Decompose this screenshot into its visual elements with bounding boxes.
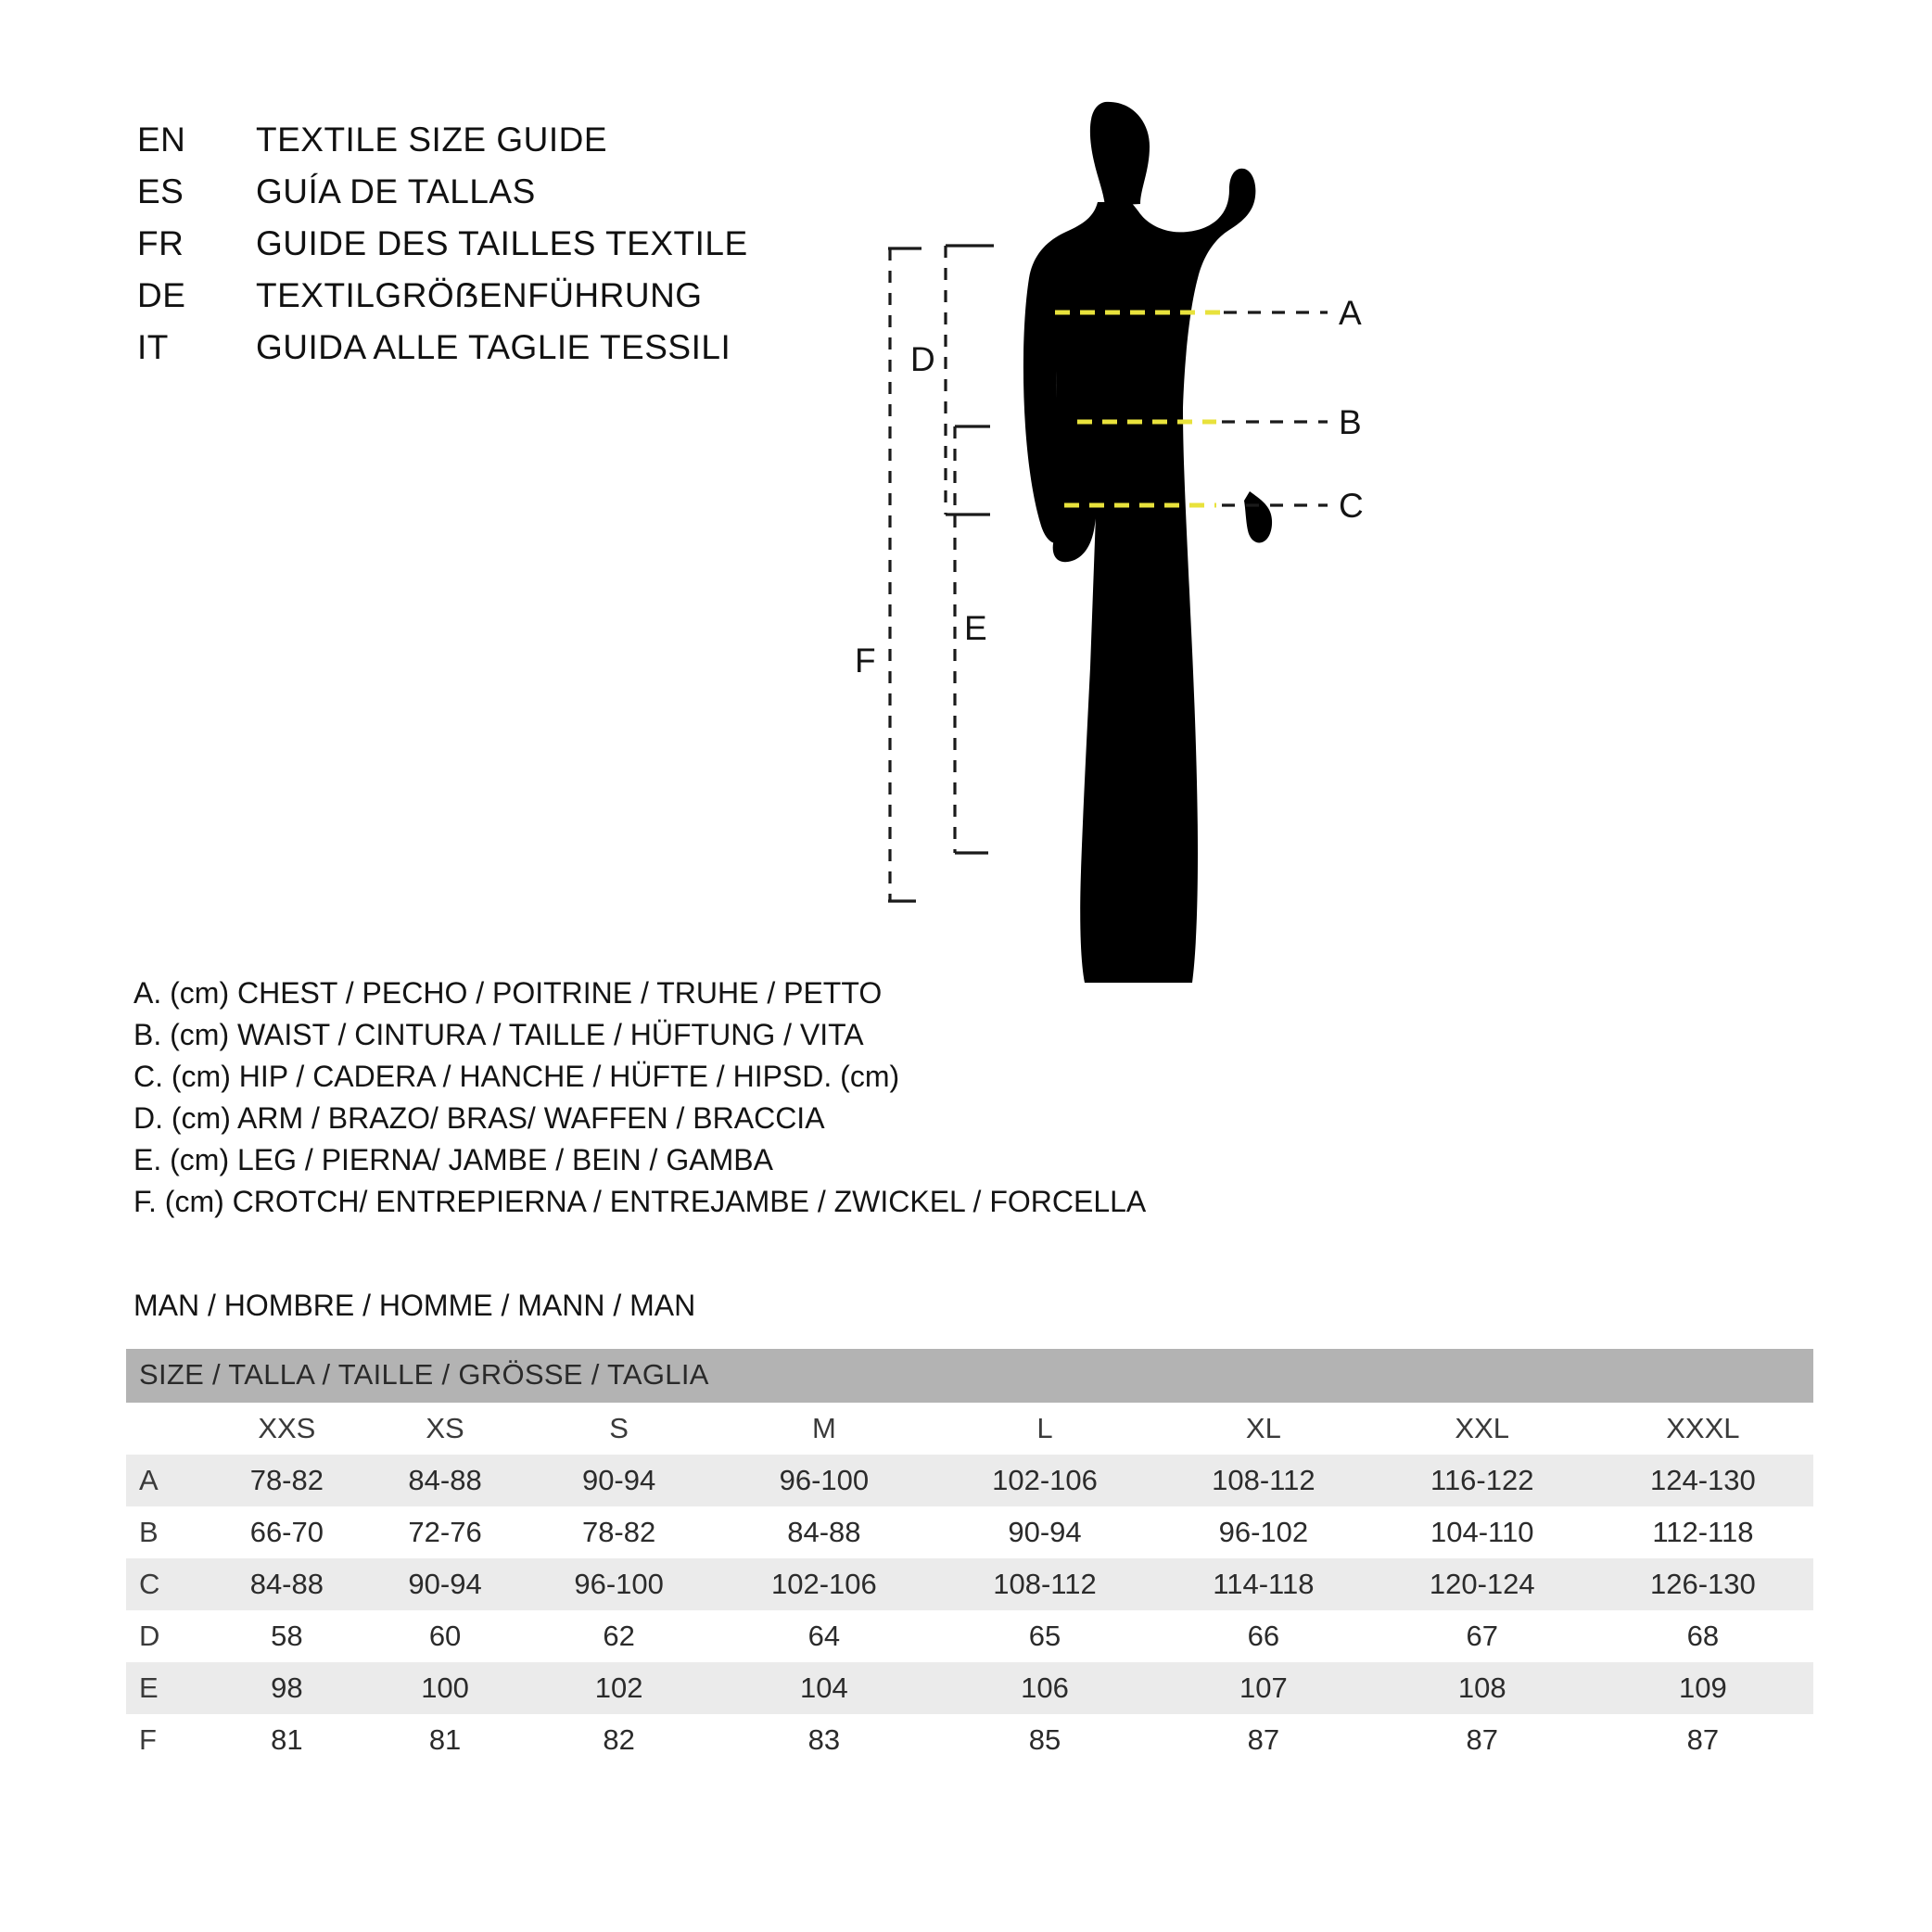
row-label-b: B (139, 1516, 159, 1548)
cell-d-xs: 60 (428, 1620, 462, 1652)
legend-item-a: A. (cm) CHEST / PECHO / POITRINE / TRUHE / PETTO (133, 976, 883, 1010)
measurement-legend (133, 978, 1246, 1228)
cell-a-l: 102-106 (992, 1464, 1098, 1496)
cell-f-m: 83 (807, 1723, 841, 1756)
language-title-en: TEXTILE SIZE GUIDE (256, 121, 608, 159)
gender-label: MAN / HOMBRE / HOMME / MANN / MAN (133, 1289, 696, 1322)
language-code-de: DE (137, 276, 186, 314)
cell-c-xs: 90-94 (408, 1568, 482, 1600)
cell-b-xxs: 66-70 (249, 1516, 324, 1548)
table-header-xs: XS (426, 1412, 464, 1444)
language-title-fr: GUIDE DES TAILLES TEXTILE (256, 224, 748, 262)
cell-a-xxl: 116-122 (1430, 1464, 1534, 1496)
table-header-xl: XL (1245, 1412, 1281, 1444)
language-row-de (137, 276, 972, 328)
table-row (126, 1506, 1813, 1558)
cell-f-xxs: 81 (271, 1723, 303, 1756)
table-row (126, 1610, 1813, 1662)
table-header-xxxl: XXXL (1666, 1412, 1740, 1444)
cell-c-xxxl: 126-130 (1650, 1568, 1756, 1600)
cell-c-s: 96-100 (574, 1568, 664, 1600)
legend-item-b: B. (cm) WAIST / CINTURA / TAILLE / HÜFTUNG / VITA (133, 1018, 864, 1051)
table-row (126, 1558, 1813, 1610)
language-row-en (137, 121, 972, 172)
diagram-label-a: A (1339, 294, 1362, 332)
language-code-en: EN (137, 121, 186, 159)
male-silhouette-icon (1023, 102, 1255, 983)
cell-b-xl: 96-102 (1218, 1516, 1309, 1548)
cell-c-m: 102-106 (770, 1568, 877, 1600)
table-header-xxs: XXS (258, 1412, 316, 1444)
cell-d-xxl: 67 (1466, 1620, 1498, 1652)
cell-e-m: 104 (800, 1671, 848, 1704)
cell-f-s: 82 (603, 1723, 635, 1756)
language-title-de: TEXTILGRÖẞENFÜHRUNG (256, 276, 703, 314)
table-row (126, 1714, 1813, 1766)
cell-d-m: 64 (807, 1620, 841, 1652)
cell-e-s: 102 (594, 1671, 643, 1704)
cell-a-xxs: 78-82 (249, 1464, 324, 1496)
legend-item-f: F. (cm) CROTCH/ ENTREPIERNA / ENTREJAMBE / ZWICKEL / FORCELLA (133, 1185, 1147, 1218)
cell-d-xxxl: 68 (1686, 1620, 1720, 1652)
cell-e-xs: 100 (421, 1671, 469, 1704)
diagram-label-f: F (855, 642, 876, 680)
language-row-fr (137, 224, 972, 276)
language-code-fr: FR (137, 224, 184, 262)
cell-f-xxxl: 87 (1686, 1723, 1720, 1756)
table-row (126, 1455, 1813, 1506)
cell-a-m: 96-100 (779, 1464, 870, 1496)
language-row-es (137, 172, 972, 224)
cell-b-xs: 72-76 (408, 1516, 482, 1548)
table-header-blank (126, 1403, 208, 1455)
cell-e-xxxl: 109 (1679, 1671, 1727, 1704)
legend-item-c: C. (cm) HIP / CADERA / HANCHE / HÜFTE / HIPSD. (cm) (133, 1060, 900, 1093)
table-header-s: S (609, 1412, 629, 1444)
cell-a-s: 90-94 (581, 1464, 656, 1496)
diagram-label-e: E (964, 609, 987, 647)
diagram-label-d: D (910, 340, 935, 378)
cell-d-s: 62 (603, 1620, 635, 1652)
cell-b-xxxl: 112-118 (1652, 1516, 1754, 1548)
legend-item-d: D. (cm) ARM / BRAZO/ BRAS/ WAFFEN / BRACCIA (133, 1101, 825, 1135)
cell-c-xxl: 120-124 (1429, 1568, 1535, 1600)
cell-e-xxs: 98 (271, 1671, 303, 1704)
cell-a-xs: 84-88 (408, 1464, 482, 1496)
row-label-c: C (139, 1568, 160, 1600)
legend-item-e: E. (cm) LEG / PIERNA/ JAMBE / BEIN / GAMBA (133, 1143, 773, 1176)
cell-e-xl: 107 (1239, 1671, 1288, 1704)
diagram-label-b: B (1339, 403, 1362, 441)
table-header-l: L (1036, 1412, 1053, 1444)
language-code-it: IT (137, 328, 169, 366)
cell-f-xxl: 87 (1466, 1723, 1498, 1756)
language-title-block (137, 121, 972, 380)
row-label-a: A (139, 1464, 159, 1496)
table-header-m: M (811, 1412, 836, 1444)
row-label-f: F (139, 1723, 157, 1756)
cell-f-l: 85 (1028, 1723, 1061, 1756)
cell-d-xxs: 58 (271, 1620, 303, 1652)
cell-c-l: 108-112 (993, 1568, 1097, 1600)
cell-e-l: 106 (1021, 1671, 1069, 1704)
language-code-es: ES (137, 172, 184, 210)
cell-d-l: 65 (1028, 1620, 1061, 1652)
language-row-it (137, 328, 972, 380)
row-label-e: E (139, 1671, 159, 1704)
cell-a-xxxl: 124-130 (1650, 1464, 1756, 1496)
size-table-caption: SIZE / TALLA / TAILLE / GRÖSSE / TAGLIA (126, 1349, 1813, 1403)
table-header-xxl: XXL (1455, 1412, 1510, 1444)
cell-f-xs: 81 (428, 1723, 462, 1756)
size-table (126, 1349, 1813, 1766)
cell-c-xxs: 84-88 (249, 1568, 324, 1600)
cell-a-xl: 108-112 (1212, 1464, 1316, 1496)
table-row (126, 1662, 1813, 1714)
cell-b-xxl: 104-110 (1430, 1516, 1534, 1548)
cell-e-xxl: 108 (1457, 1671, 1506, 1704)
cell-b-l: 90-94 (1008, 1516, 1082, 1548)
cell-b-s: 78-82 (581, 1516, 656, 1548)
language-title-es: GUÍA DE TALLAS (256, 172, 536, 210)
row-label-d: D (139, 1620, 160, 1652)
cell-c-xl: 114-118 (1213, 1568, 1315, 1600)
language-title-it: GUIDA ALLE TAGLIE TESSILI (256, 328, 731, 366)
diagram-label-c: C (1339, 487, 1364, 525)
cell-f-xl: 87 (1247, 1723, 1280, 1756)
cell-b-m: 84-88 (787, 1516, 861, 1548)
table-header-row (126, 1403, 1813, 1455)
cell-d-xl: 66 (1247, 1620, 1280, 1652)
